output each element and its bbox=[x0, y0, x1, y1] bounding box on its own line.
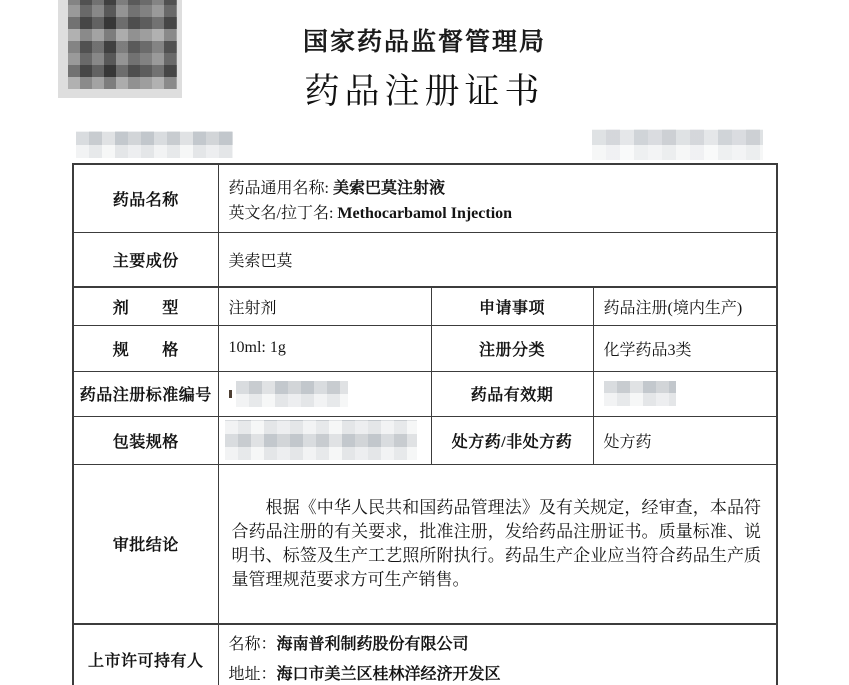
holder-name-label: 名称： bbox=[228, 636, 277, 653]
rx-type-value: 处方药 bbox=[593, 416, 777, 464]
holder-address-line bbox=[229, 660, 773, 685]
holder-name-line bbox=[229, 630, 773, 660]
row-approval bbox=[73, 464, 777, 624]
registration-class-value: 化学药品3类 bbox=[593, 325, 777, 371]
main-ingredient-label: 主要成份 bbox=[73, 232, 218, 287]
redacted-package-spec bbox=[225, 420, 417, 460]
application-item-value: 药品注册(境内生产) bbox=[593, 287, 777, 325]
validity-label: 药品有效期 bbox=[431, 371, 593, 416]
latin-name-value: Methocarbamol Injection bbox=[337, 204, 513, 222]
certificate-title: 药品注册证书 bbox=[304, 72, 545, 111]
drug-name-label: 药品名称 bbox=[73, 164, 218, 232]
row-main-ingredient bbox=[73, 232, 777, 287]
row-dosage-form bbox=[73, 287, 777, 325]
holder-value-cell bbox=[218, 624, 777, 685]
row-package bbox=[73, 416, 777, 464]
redacted-standard-number bbox=[236, 381, 348, 407]
holder-label: 上市许可持有人 bbox=[73, 624, 218, 685]
row-specification bbox=[73, 325, 777, 371]
dosage-form-value: 注射剂 bbox=[218, 287, 431, 325]
specification-value: 10ml: 1g bbox=[218, 325, 431, 371]
row-standard-number bbox=[73, 371, 777, 416]
latin-name-label: 英文名/拉丁名: bbox=[228, 204, 334, 222]
redacted-certificate-number-right bbox=[592, 129, 763, 160]
main-ingredient-value: 美索巴莫 bbox=[218, 232, 777, 287]
row-drug-name bbox=[73, 164, 777, 232]
holder-address-label: 地址： bbox=[228, 666, 277, 683]
certificate-table bbox=[72, 163, 778, 685]
dosage-form-label: 剂 型 bbox=[73, 287, 218, 325]
registration-class-label: 注册分类 bbox=[431, 325, 593, 371]
generic-name-value: 美索巴莫注射液 bbox=[332, 179, 445, 197]
validity-value-cell bbox=[593, 371, 777, 416]
stray-mark bbox=[229, 390, 232, 398]
approval-text: 根据《中华人民共和国药品管理法》及有关规定，经审查，本品符合药品注册的有关要求，批准注册，发给药品注册证书。质量标准、说明书、标签及生产工艺照所附执行。药品生产企业应当符合药品生产质量管理规范要求方可生产销售。 bbox=[231, 497, 762, 589]
package-value-cell bbox=[218, 416, 431, 464]
generic-name-label: 药品通用名称: bbox=[228, 179, 329, 197]
redacted-certificate-number-left bbox=[76, 131, 233, 158]
application-item-label: 申请事项 bbox=[431, 287, 593, 325]
holder-address-value: 海口市美兰区桂林洋经济开发区 bbox=[276, 666, 501, 683]
holder-name-value: 海南普利制药股份有限公司 bbox=[276, 636, 469, 653]
latin-name-line bbox=[229, 201, 773, 226]
agency-name: 国家药品监督管理局 bbox=[302, 28, 546, 56]
standard-number-label: 药品注册标准编号 bbox=[73, 371, 218, 416]
generic-name-line bbox=[229, 176, 773, 201]
specification-label: 规 格 bbox=[73, 325, 218, 371]
approval-label: 审批结论 bbox=[73, 464, 218, 624]
standard-number-value-cell bbox=[218, 371, 431, 416]
approval-value-cell bbox=[218, 464, 777, 624]
rx-type-label: 处方药/非处方药 bbox=[431, 416, 593, 464]
drug-name-value-cell bbox=[218, 164, 777, 232]
row-holder bbox=[73, 624, 777, 685]
redacted-validity bbox=[604, 381, 676, 406]
package-label: 包装规格 bbox=[73, 416, 218, 464]
